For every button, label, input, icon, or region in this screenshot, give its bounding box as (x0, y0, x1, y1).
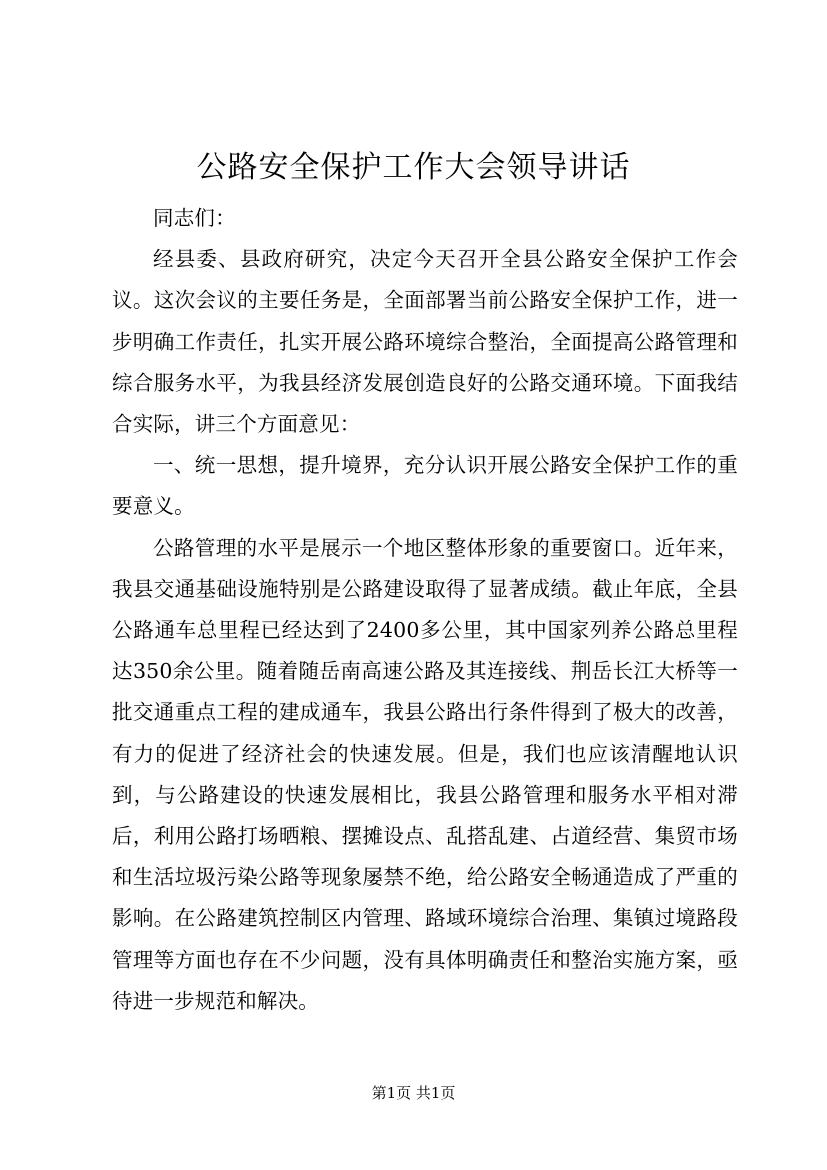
salutation: 同志们： (153, 206, 236, 230)
paragraph-intro: 经县委、县政府研究，决定今天召开全县公路安全保护工作会议。这次会议的主要任务是，全面部署当前公路安全保护工作，进一步明确工作责任，扎实开展公路环境综合整治，全面提高公路管理和综合服务水平，为我县经济发展创造良好的公路交通环境。下面我结合实际，讲三个方面意见： (112, 247, 738, 437)
document-body (112, 198, 738, 1022)
paragraph-main: 公路管理的水平是展示一个地区整体形象的重要窗口。近年来，我县交通基础设施特别是公路建设取得了显著成绩。截止年底，全县公路通车总里程已经达到了2400多公里，其中国家列养公路总里程达350余公里。随着随岳南高速公路及其连接线、荆岳长江大桥等一批交通重点工程的建成通车，我县公路出行条件得到了极大的改善，有力的促进了经济社会的快速发展。但是，我们也应该清醒地认识到，与公路建设的快速发展相比，我县公路管理和服务水平相对滞后，利用公路打场晒粮、摆摊设点、乱搭乱建、占道经营、集贸市场和生活垃圾污染公路等现象屡禁不绝，给公路安全畅通造成了严重的影响。在公路建筑控制区内管理、路域环境综合治理、集镇过境路段管理等方面也存在不少问题，没有具体明确责任和整治实施方案，亟待进一步规范和解决。 (112, 535, 738, 1013)
document-title: 公路安全保护工作大会领导讲话 (196, 150, 631, 185)
page-number-footer: 第1页 共1页 (371, 1084, 456, 1102)
paragraph-section-heading: 一、统一思想，提升境界，充分认识开展公路安全保护工作的重要意义。 (112, 453, 738, 519)
